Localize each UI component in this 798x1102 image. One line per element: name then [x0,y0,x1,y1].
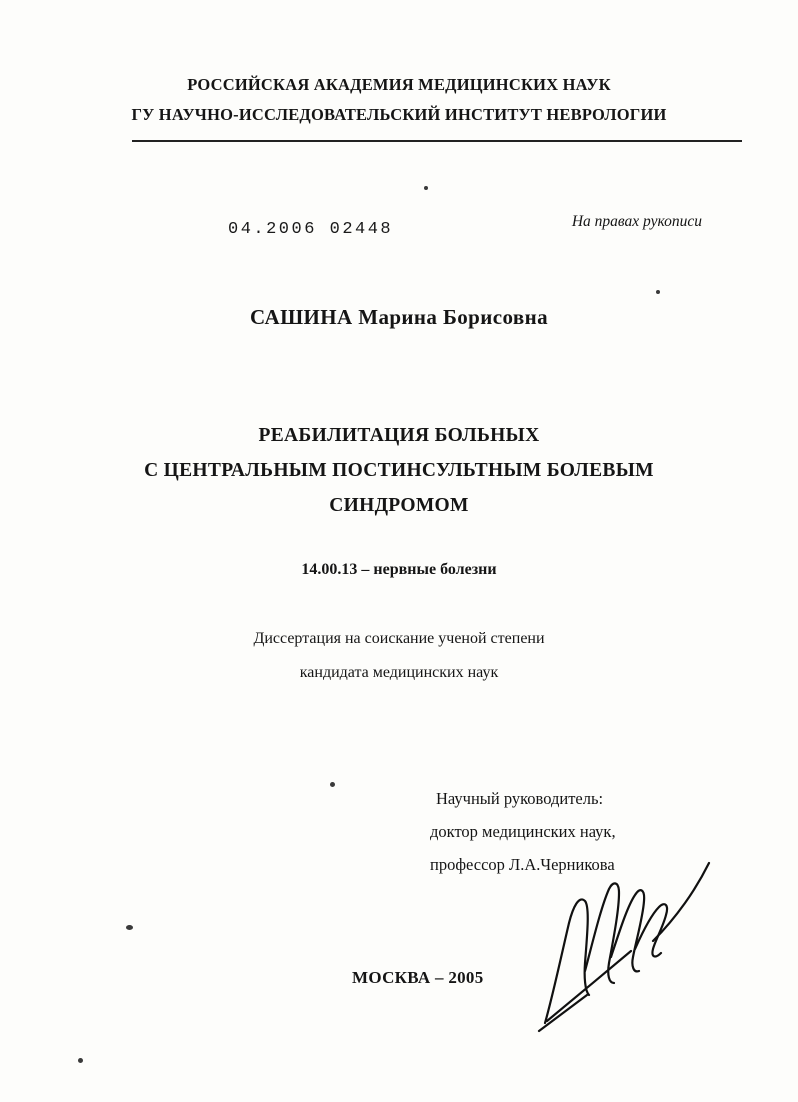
scan-artifact [78,1058,83,1063]
degree-statement [0,622,798,690]
degree-line-1: Диссертация на соискание ученой степени [253,630,545,647]
scan-artifact [656,290,660,294]
title-line-2: С ЦЕНТРАЛЬНЫМ ПОСТИНСУЛЬТНЫМ БОЛЕВЫМ [144,460,654,481]
degree-line-2: кандидата медицинских наук [299,664,499,681]
page-title [0,418,798,523]
supervisor-heading: Научный руководитель: [436,789,604,808]
supervisor-line-1: доктор медицинских наук, [430,822,616,841]
stamp-number: 04.2006 02448 [228,220,394,239]
title-line-3: СИНДРОМОМ [329,495,469,516]
scan-artifact [126,925,133,930]
institution-line-1: РОССИЙСКАЯ АКАДЕМИЯ МЕДИЦИНСКИХ НАУК [187,75,611,94]
scan-artifact [330,782,335,787]
supervisor-block [430,782,616,881]
header-divider [132,140,742,142]
scan-artifact [424,186,428,190]
manuscript-note: На правах рукописи [571,213,702,230]
institution-line-2: ГУ НАУЧНО-ИССЛЕДОВАТЕЛЬСКИЙ ИНСТИТУТ НЕВРОЛОГИИ [131,105,667,124]
title-line-1: РЕАБИЛИТАЦИЯ БОЛЬНЫХ [258,425,540,446]
supervisor-line-2: профессор Л.А.Черникова [430,855,615,874]
author-name: САШИНА Марина Борисовна [250,305,548,329]
city-year: МОСКВА – 2005 [352,968,484,987]
specialty-code: 14.00.13 – нервные болезни [301,561,497,578]
institution-header [0,70,798,130]
